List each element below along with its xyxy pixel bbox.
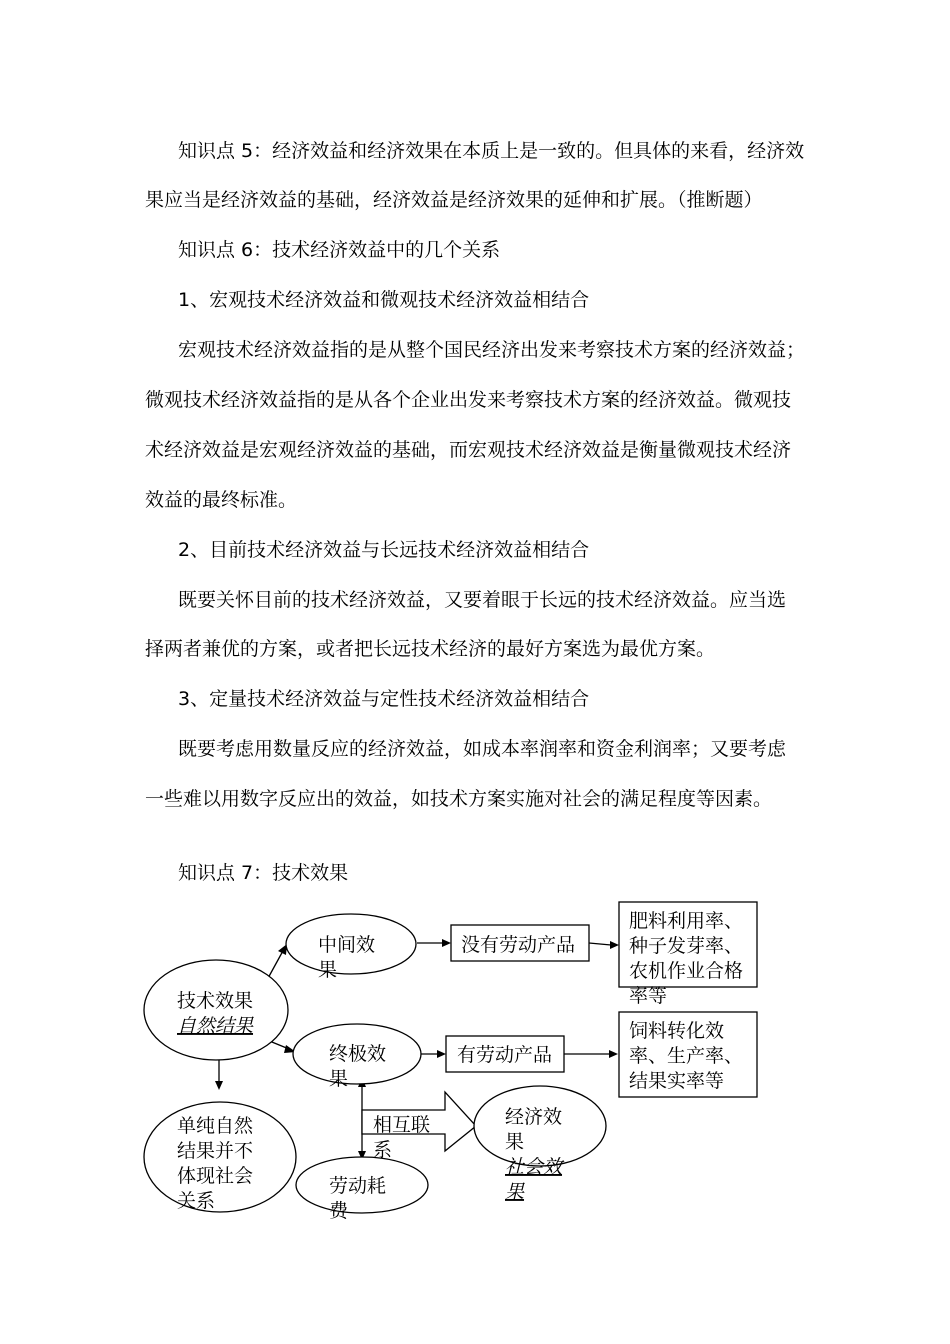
pure-natural-result-line: 单纯自然 (177, 1115, 254, 1137)
final-effect-label: 终极效 (329, 1043, 387, 1065)
paragraph: 知识点 5：经济效益和经济效果在本质上是一致的。但具体的来看，经济效 (178, 140, 805, 162)
intermediate-example-line: 农机作业合格 (629, 960, 744, 982)
intermediate-example-line: 肥料利用率、 (629, 910, 744, 932)
mutual-link-label-2: 系 (373, 1139, 393, 1161)
section-heading: 知识点 7：技术效果 (178, 862, 349, 884)
pure-natural-result-line: 结果并不 (177, 1140, 254, 1162)
subheading: 1、宏观技术经济效益和微观技术经济效益相结合 (178, 289, 590, 311)
paragraph: 宏观技术经济效益指的是从整个国民经济出发来考察技术方案的经济效益； (178, 339, 806, 361)
arrow-head (437, 1050, 446, 1058)
subheading: 3、定量技术经济效益与定性技术经济效益相结合 (178, 688, 590, 710)
final-example-line: 率、生产率、 (629, 1045, 744, 1067)
intermediate-effect-label: 中间效 (318, 934, 376, 956)
subheading: 2、目前技术经济效益与长远技术经济效益相结合 (178, 539, 590, 561)
arrow-head (610, 941, 619, 949)
paragraph: 既要关怀目前的技术经济效益，又要着眼于长远的技术经济效益。应当选 (178, 589, 787, 611)
arrow-noproduct-to-examples (589, 943, 611, 945)
section-heading: 知识点 6：技术经济效益中的几个关系 (178, 239, 501, 261)
intermediate-example-line: 率等 (629, 985, 668, 1007)
arrow-tech-to-intermediate (267, 949, 284, 980)
paragraph: 一些难以用数字反应出的效益，如技术方案实施对社会的满足程度等因素。 (145, 788, 773, 810)
economic-effect-label: 经济效 (505, 1106, 563, 1128)
final-effect-label-2: 果 (329, 1068, 349, 1090)
pure-natural-result-line: 关系 (177, 1190, 216, 1212)
paragraph: 微观技术经济效益指的是从各个企业出发来考察技术方案的经济效益。微观技 (145, 389, 792, 411)
social-effect-label-2: 果 (505, 1181, 525, 1203)
no-labor-product-label: 没有劳动产品 (461, 934, 576, 956)
has-labor-product-label: 有劳动产品 (457, 1044, 553, 1066)
labor-consumption-label: 劳动耗 (329, 1175, 387, 1197)
paragraph: 既要考虑用数量反应的经济效益，如成本率润率和资金利润率；又要考虑 (178, 738, 787, 760)
paragraph: 择两者兼优的方案，或者把长远技术经济的最好方案选为最优方案。 (145, 638, 716, 660)
tech-effect-label: 技术效果 (177, 990, 254, 1012)
economic-effect-label-2: 果 (505, 1131, 525, 1153)
arrow-head (215, 1081, 223, 1090)
final-example-line: 饲料转化效 (629, 1020, 725, 1042)
paragraph: 效益的最终标准。 (145, 489, 298, 511)
intermediate-effect-label-2: 果 (318, 959, 338, 981)
arrow-head (609, 1050, 618, 1058)
arrow-head (442, 939, 451, 947)
paragraph: 果应当是经济效益的基础，经济效益是经济效果的延伸和扩展。（推断题） (145, 189, 763, 211)
paragraph: 术经济效益是宏观经济效益的基础，而宏观技术经济效益是衡量微观技术经济 (145, 439, 792, 461)
final-example-line: 结果实率等 (629, 1070, 725, 1092)
labor-consumption-label-2: 费 (329, 1200, 349, 1222)
social-effect-label: 社会效 (505, 1156, 563, 1178)
mutual-link-label: 相互联 (373, 1114, 431, 1136)
pure-natural-result-line: 体现社会 (177, 1165, 254, 1187)
intermediate-example-line: 种子发芽率、 (629, 935, 744, 957)
natural-result-label: 自然结果 (177, 1015, 254, 1037)
